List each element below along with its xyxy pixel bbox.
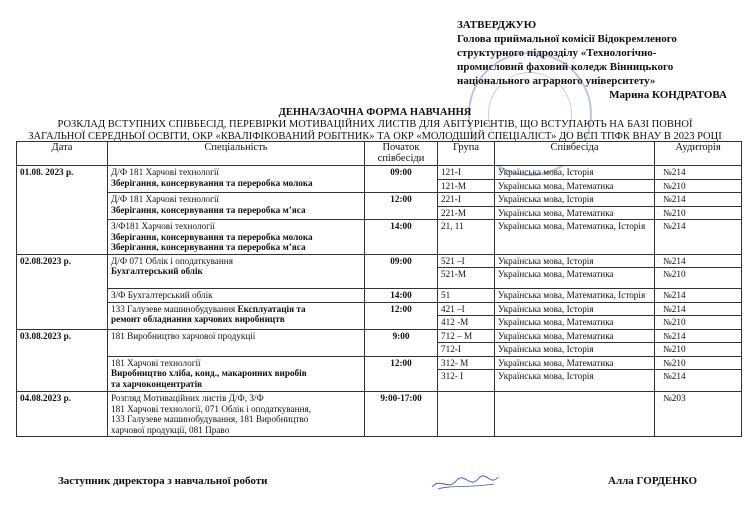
approval-line: національного аграрного університету» <box>457 75 656 87</box>
group-cell: 521 –І <box>438 254 495 268</box>
header-room: Аудиторія <box>655 142 742 166</box>
header-interview: Співбесіда <box>495 142 655 166</box>
approval-line: промисловий фаховий коледж Вінницького <box>457 61 674 73</box>
specialty-cell: 181 Харчові технології Виробництво хліба, конд., макаронних виробів та харчоконцентратів <box>108 356 365 392</box>
room-cell: №214 <box>655 370 742 392</box>
room-cell: №214 <box>655 289 742 303</box>
room-cell: №203 <box>655 392 742 437</box>
interview-cell: Українська мова, Математика <box>495 356 655 370</box>
date-cell: 04.08.2023 р. <box>17 392 108 437</box>
table-row <box>17 220 742 255</box>
room-cell: №214 <box>655 193 742 207</box>
header-start: Початок співбесіди <box>365 142 438 166</box>
date-cell: 03.08.2023 р. <box>17 329 108 392</box>
time-cell: 09:00 <box>365 254 438 289</box>
time-cell: 12:00 <box>365 302 438 329</box>
interview-cell: Українська мова, Історія <box>495 254 655 268</box>
interview-cell: Українська мова, Математика <box>495 179 655 193</box>
specialty-cell: Д/Ф 071 Облік і оподаткування Бухгалтерський облік <box>108 254 365 289</box>
room-cell: №214 <box>655 254 742 268</box>
group-cell: 312- М <box>438 356 495 370</box>
room-cell: №210 <box>655 206 742 220</box>
group-cell: 312- І <box>438 370 495 392</box>
specialty-cell: 133 Галузеве машинобудування Експлуатація та ремонт обладнання харчових виробництв <box>108 302 365 329</box>
group-cell <box>438 392 495 437</box>
time-cell: 12:00 <box>365 356 438 392</box>
room-cell: №210 <box>655 356 742 370</box>
table-row <box>17 392 742 437</box>
group-cell: 121-М <box>438 179 495 193</box>
time-cell: 9:00 <box>365 329 438 356</box>
footer-position: Заступник директора з навчальної роботи <box>58 475 268 487</box>
interview-cell: Українська мова, Історія <box>495 370 655 392</box>
table-row <box>17 193 742 207</box>
table-header-row <box>17 142 742 166</box>
footer-name: Алла ГОРДЕНКО <box>608 475 698 487</box>
specialty-cell: Д/Ф 181 Харчові технології Зберігання, консервування та переробка молока <box>108 166 365 193</box>
interview-cell: Українська мова, Математика, Історія <box>495 220 655 255</box>
header-group: Група <box>438 142 495 166</box>
schedule-table <box>16 141 742 437</box>
handwritten-signature <box>430 473 500 493</box>
room-cell: №210 <box>655 316 742 330</box>
specialty-cell: 181 Виробництво харчової продукції <box>108 329 365 356</box>
interview-cell: Українська мова, Історія <box>495 193 655 207</box>
room-cell: №210 <box>655 343 742 357</box>
time-cell: 12:00 <box>365 193 438 220</box>
group-cell: 51 <box>438 289 495 303</box>
interview-cell: Українська мова, Історія <box>495 343 655 357</box>
interview-cell: Українська мова, Історія <box>495 166 655 180</box>
interview-cell <box>495 392 655 437</box>
approval-line: Голова приймальної комісії Відокремленого <box>457 33 677 45</box>
room-cell: №214 <box>655 166 742 180</box>
group-cell: 121-І <box>438 166 495 180</box>
schedule-title-line1: РОЗКЛАД ВСТУПНИХ СПІВБЕСІД, ПЕРЕВІРКИ МОТИВАЦІЙНИХ ЛИСТІВ ДЛЯ АБІТУРІЄНТІВ, ЩО ВСТУПАЮТЬ НА БАЗІ ПОВНОЇ <box>57 119 693 130</box>
group-cell: 21, 11 <box>438 220 495 255</box>
table-row <box>17 302 742 316</box>
form-title: ДЕННА/ЗАОЧНА ФОРМА НАВЧАННЯ <box>278 107 472 118</box>
group-cell: 712-І <box>438 343 495 357</box>
group-cell: 221-М <box>438 206 495 220</box>
interview-cell: Українська мова, Математика <box>495 329 655 343</box>
schedule-title-line2: ЗАГАЛЬНОЇ СЕРЕДНЬОЇ ОСВІТИ, ОКР «КВАЛІФІКОВАНИЙ РОБІТНИК» ТА ОКР «МОЛОДШИЙ СПЕЦІАЛІСТ» ДО ВСП ТПФК ВНАУ В 2023 РОЦІ <box>28 131 722 142</box>
header-date: Дата <box>17 142 108 166</box>
time-cell: 14:00 <box>365 220 438 255</box>
group-cell: 412 -М <box>438 316 495 330</box>
room-cell: №214 <box>655 220 742 255</box>
table-row <box>17 254 742 268</box>
room-cell: №214 <box>655 329 742 343</box>
approver-name: Марина КОНДРАТОВА <box>609 89 727 101</box>
specialty-cell: Д/Ф 181 Харчові технології Зберігання, консервування та переробка м’яса <box>108 193 365 220</box>
room-cell: №210 <box>655 268 742 289</box>
group-cell: 421 –І <box>438 302 495 316</box>
table-row <box>17 289 742 303</box>
time-cell: 14:00 <box>365 289 438 303</box>
group-cell: 712 – М <box>438 329 495 343</box>
specialty-cell: Розгляд Мотиваційних листів Д/Ф, З/Ф 181 Харчові технології, 071 Облік і оподаткування, 133 Галузеве машинобудування, 181 Виробництво харчової продукції, 081 Право <box>108 392 365 437</box>
room-cell: №214 <box>655 302 742 316</box>
approval-line: структурного підрозділу «Технологічно- <box>457 47 657 59</box>
table-row <box>17 356 742 370</box>
time-cell: 9:00-17:00 <box>365 392 438 437</box>
date-cell: 02.08.2023 р. <box>17 254 108 329</box>
table-row <box>17 329 742 343</box>
group-cell: 521-М <box>438 268 495 289</box>
date-cell: 01.08. 2023 р. <box>17 166 108 255</box>
header-specialty: Спеціальність <box>108 142 365 166</box>
interview-cell: Українська мова, Історія <box>495 302 655 316</box>
interview-cell: Українська мова, Математика <box>495 316 655 330</box>
time-cell: 09:00 <box>365 166 438 193</box>
approval-heading: ЗАТВЕРДЖУЮ <box>457 19 537 31</box>
interview-cell: Українська мова, Математика <box>495 268 655 289</box>
specialty-cell: З/Ф181 Харчові технології Зберігання, консервування та переробка молока Зберігання, консервування та переробка м’яса <box>108 220 365 255</box>
interview-cell: Українська мова, Математика <box>495 206 655 220</box>
group-cell: 221-І <box>438 193 495 207</box>
table-row <box>17 166 742 180</box>
interview-cell: Українська мова, Математика, Історія <box>495 289 655 303</box>
specialty-cell: З/Ф Бухгалтерський облік <box>108 289 365 303</box>
room-cell: №210 <box>655 179 742 193</box>
